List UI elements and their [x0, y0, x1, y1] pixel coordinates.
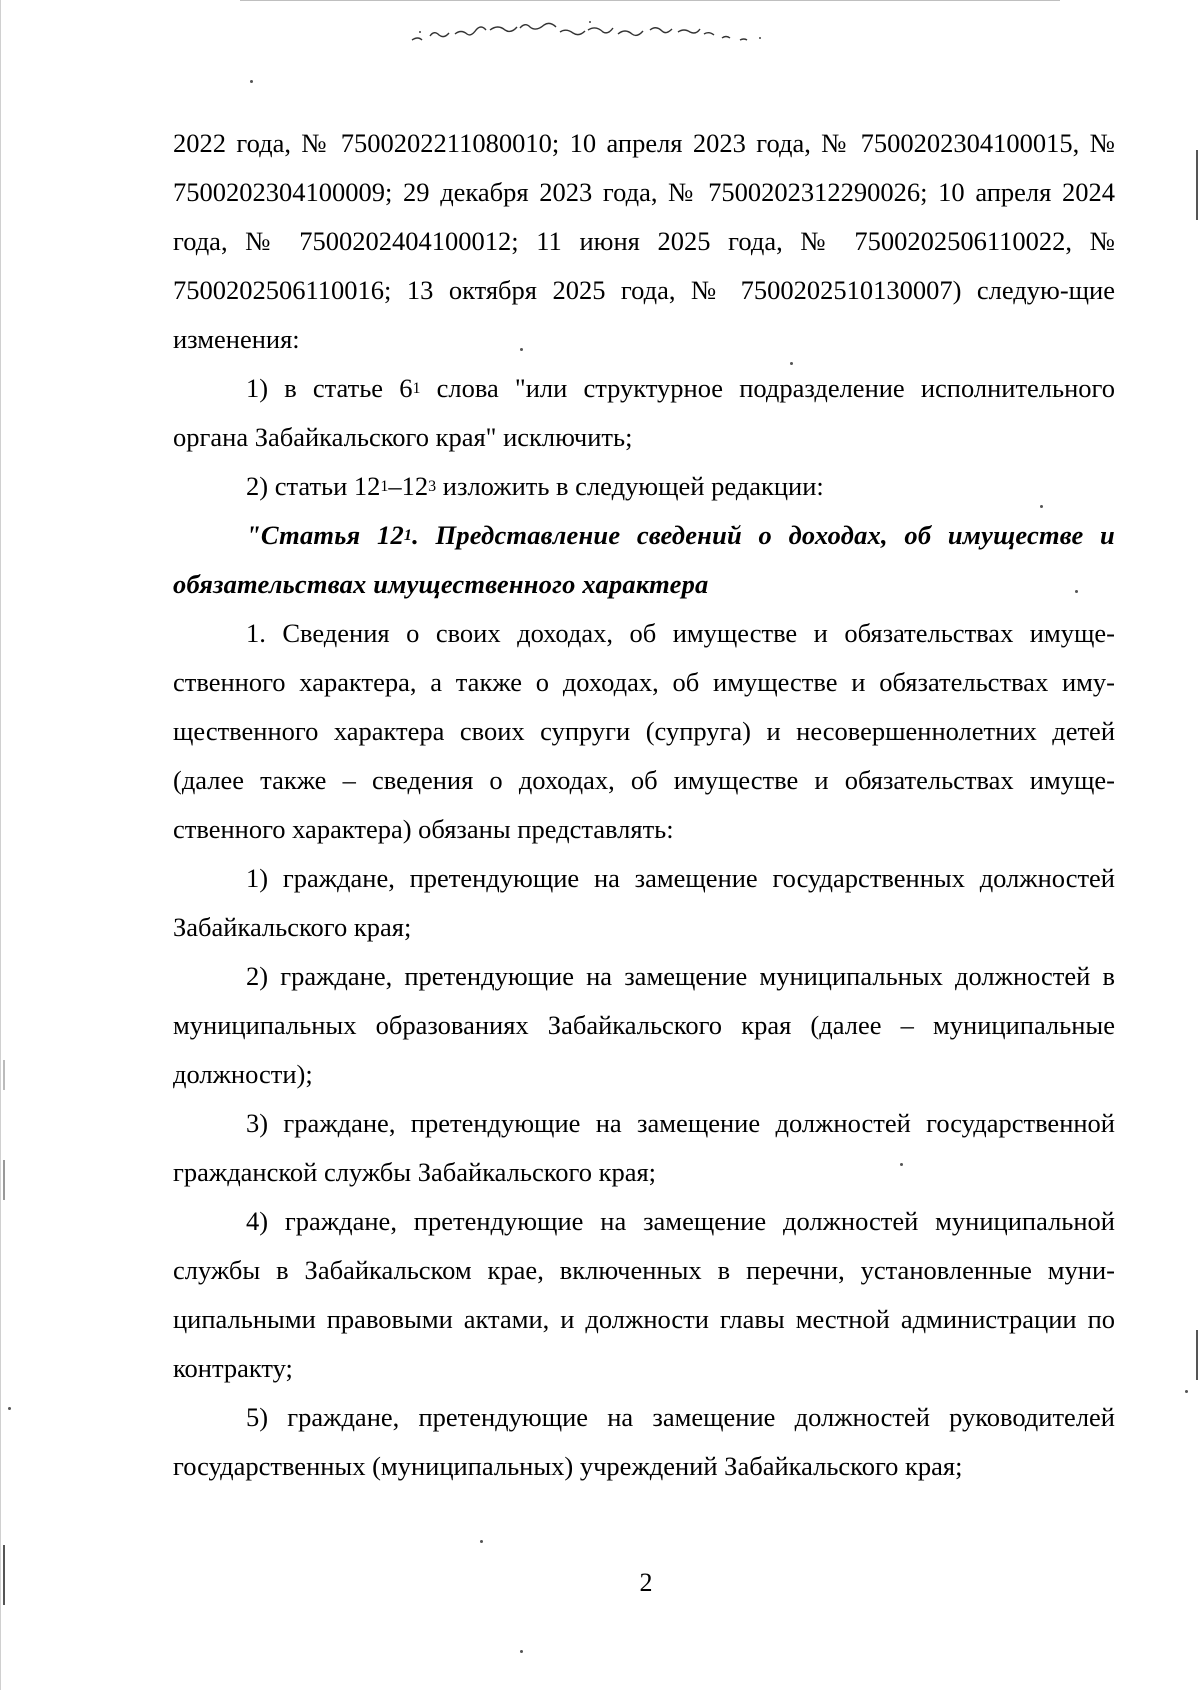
scan-margin-mark: [1196, 150, 1198, 220]
article-paragraph-1: 1. Сведения о своих доходах, об имуществе и обязательствах имуще-ственного характера, а также о доходах, об имуществе и обязательствах иму-щественного характера своих супруги (супруга) и несовершеннолетних детей (далее также – сведения о доходах, об имуществе и обязательствах имуще-ственного характера) обязаны представлять:: [173, 618, 1115, 844]
amendment-item-2: 2) статьи $12^1-12^3$ изложить в следующей редакции:: [246, 471, 824, 501]
list-item-4: 4) граждане, претендующие на замещение должностей муниципальной службы в Забайкальском крае, включенных в перечни, установленные муни-ципальными правовыми актами, и должности главы местной администрации по контракту;: [173, 1206, 1115, 1383]
scan-speck: [1185, 1390, 1188, 1393]
scan-speck: [250, 80, 253, 83]
document-body: [173, 119, 1115, 1491]
scan-speck: [8, 1407, 11, 1410]
scan-border-top: [240, 0, 1060, 1]
scan-margin-mark: [1196, 1330, 1198, 1380]
page-number: 2: [639, 1568, 653, 1597]
list-item-3: 3) граждане, претендующие на замещение должностей государственной гражданской службы Забайкальского края;: [173, 1108, 1115, 1187]
scan-speck: [480, 1540, 483, 1543]
list-item-1: 1) граждане, претендующие на замещение государственных должностей Забайкальского края;: [173, 863, 1115, 942]
scan-stamp-residue: [410, 18, 770, 44]
list-item-2: 2) граждане, претендующие на замещение муниципальных должностей в муниципальных образованиях Забайкальского края (далее – муниципальные должности);: [173, 961, 1115, 1089]
continuation-paragraph: 2022 года, № 7500202211080010; 10 апреля 2023 года, № 7500202304100015, № 7500202304100009; 29 декабря 2023 года, № 7500202312290026; 10 апреля 2024 года, № 7500202404100012; 11 июня 2025 года, № 7500202506110022, № 7500202506110016; 13 октября 2025 года, № 7500202510130007) следую-щие изменения:: [173, 128, 1115, 354]
scan-border-left: [0, 0, 1, 1690]
scan-speck: [520, 1650, 523, 1653]
scan-margin-mark: [3, 1160, 5, 1200]
scan-margin-mark: [3, 1060, 5, 1090]
list-item-5: 5) граждане, претендующие на замещение должностей руководителей государственных (муниципальных) учреждений Забайкальского края;: [173, 1402, 1115, 1481]
article-heading: "Статья $12^1$. Представление сведений о доходах, об имуществе и обязательствах имущественного характера: [173, 520, 1115, 599]
amendment-item-1: 1) в статье $6^1$ слова "или структурное подразделение исполнительного органа Забайкальского края" исключить;: [173, 373, 1115, 452]
